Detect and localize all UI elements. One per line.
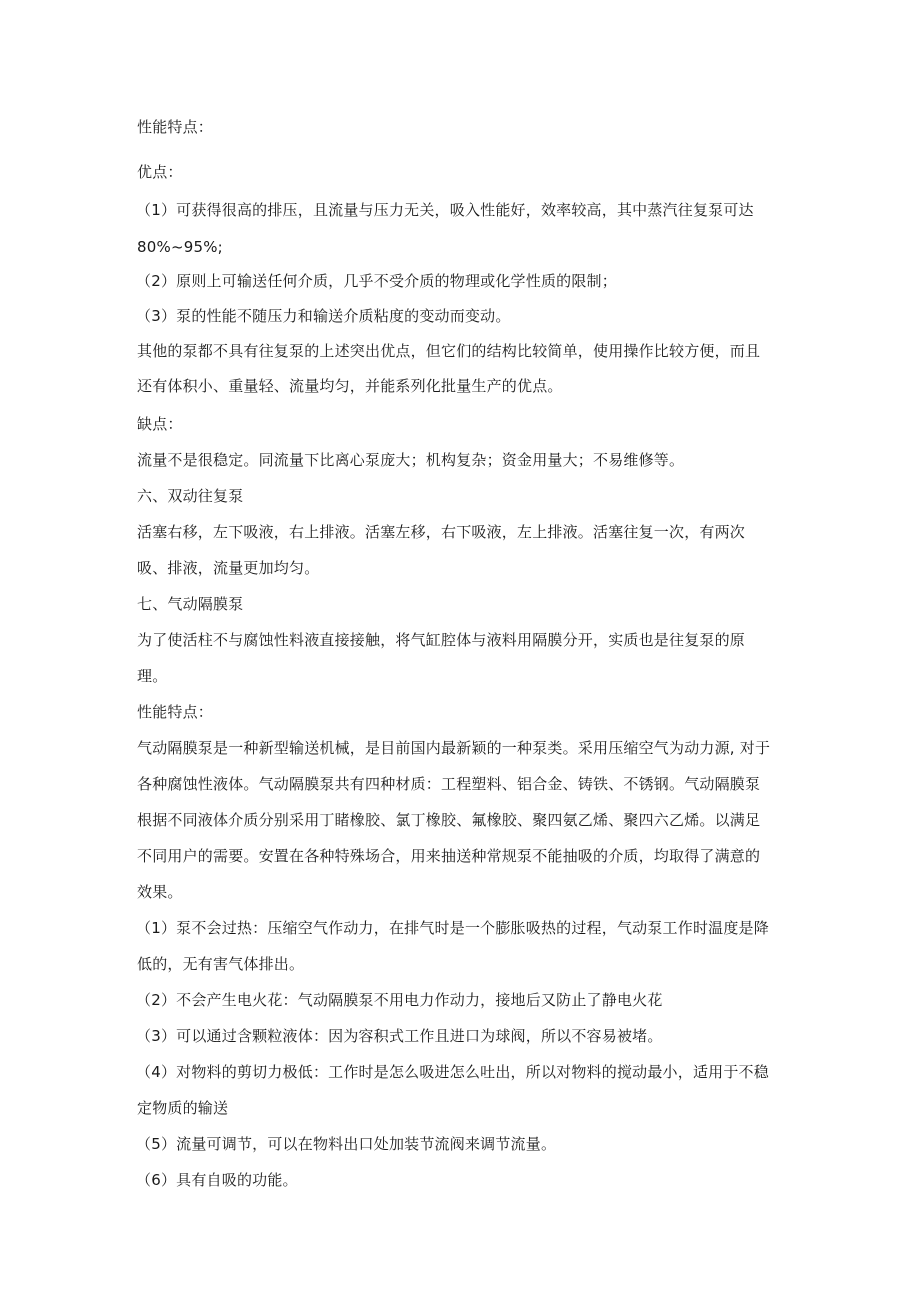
text-line: 性能特点： <box>137 703 214 721</box>
text-line: 效果。 <box>137 883 183 901</box>
text-line: （3）泵的性能不随压力和输送介质粘度的变动而变动。 <box>136 307 511 325</box>
text-line: （6）具有自吸的功能。 <box>136 1171 298 1189</box>
text-line: 气动隔膜泵是一种新型输送机械，是目前国内最新颖的一种泵类。采用压缩空气为动力源, 对于 <box>137 739 771 757</box>
text-line: （3）可以通过含颗粒液体：因为容积式工作且进口为球阀，所以不容易被堵。 <box>136 1027 663 1045</box>
text-line: （1）泵不会过热：压缩空气作动力，在排气时是一个膨胀吸热的过程，气动泵工作时温度是降 <box>136 919 769 937</box>
text-line: （2）不会产生电火花：气动隔膜泵不用电力作动力，接地后又防止了静电火花 <box>136 991 663 1009</box>
text-line: 定物质的输送 <box>137 1099 229 1117</box>
section-heading: 七、气动隔膜泵 <box>137 595 244 613</box>
text-line: 低的，无有害气体排出。 <box>137 955 305 973</box>
text-line: 优点： <box>137 163 183 181</box>
text-line: （5）流量可调节，可以在物料出口处加装节流阀来调节流量。 <box>136 1135 557 1153</box>
text-line: 性能特点： <box>137 118 214 136</box>
text-line: 还有体积小、重量轻、流量均匀，并能系列化批量生产的优点。 <box>137 377 563 395</box>
text-line: 80%~95%; <box>137 238 223 256</box>
text-line: 不同用户的需要。安置在各种特殊场合，用来抽送种常规泵不能抽吸的介质，均取得了满意的 <box>137 847 761 865</box>
text-line: （4）对物料的剪切力极低：工作时是怎么吸进怎么吐出，所以对物料的搅动最小，适用于不稳 <box>136 1063 769 1081</box>
text-line: 理。 <box>137 667 168 685</box>
text-line: （2）原则上可输送任何介质，几乎不受介质的物理或化学性质的限制； <box>136 272 617 290</box>
text-line: 缺点： <box>137 415 183 433</box>
text-line: 为了使活柱不与腐蚀性料液直接接触，将气缸腔体与液料用隔膜分开，实质也是往复泵的原 <box>137 631 746 649</box>
text-line: 根据不同液体介质分别采用丁睹橡胶、氯丁橡胶、氟橡胶、聚四氨乙烯、聚四六乙烯。以满足 <box>137 811 761 829</box>
text-line: 流量不是很稳定。同流量下比离心泵庞大；机构复杂；资金用量大；不易维修等。 <box>137 451 685 469</box>
text-line: （1）可获得很高的排压，且流量与压力无关，吸入性能好，效率较高，其中蒸汽往复泵可达 <box>136 201 754 219</box>
text-line: 吸、排液，流量更加均匀。 <box>137 559 320 577</box>
text-line: 各种腐蚀性液体。气动隔膜泵共有四种材质：工程塑料、铝合金、铸铁、不锈钢。气动隔膜泵 <box>137 775 761 793</box>
text-line: 活塞右移，左下吸液，右上排液。活塞左移，右下吸液，左上排液。活塞往复一次，有两次 <box>137 523 746 541</box>
section-heading: 六、双动往复泵 <box>137 487 244 505</box>
text-line: 其他的泵都不具有往复泵的上述突出优点，但它们的结构比较简单，使用操作比较方便，而且 <box>137 342 761 360</box>
